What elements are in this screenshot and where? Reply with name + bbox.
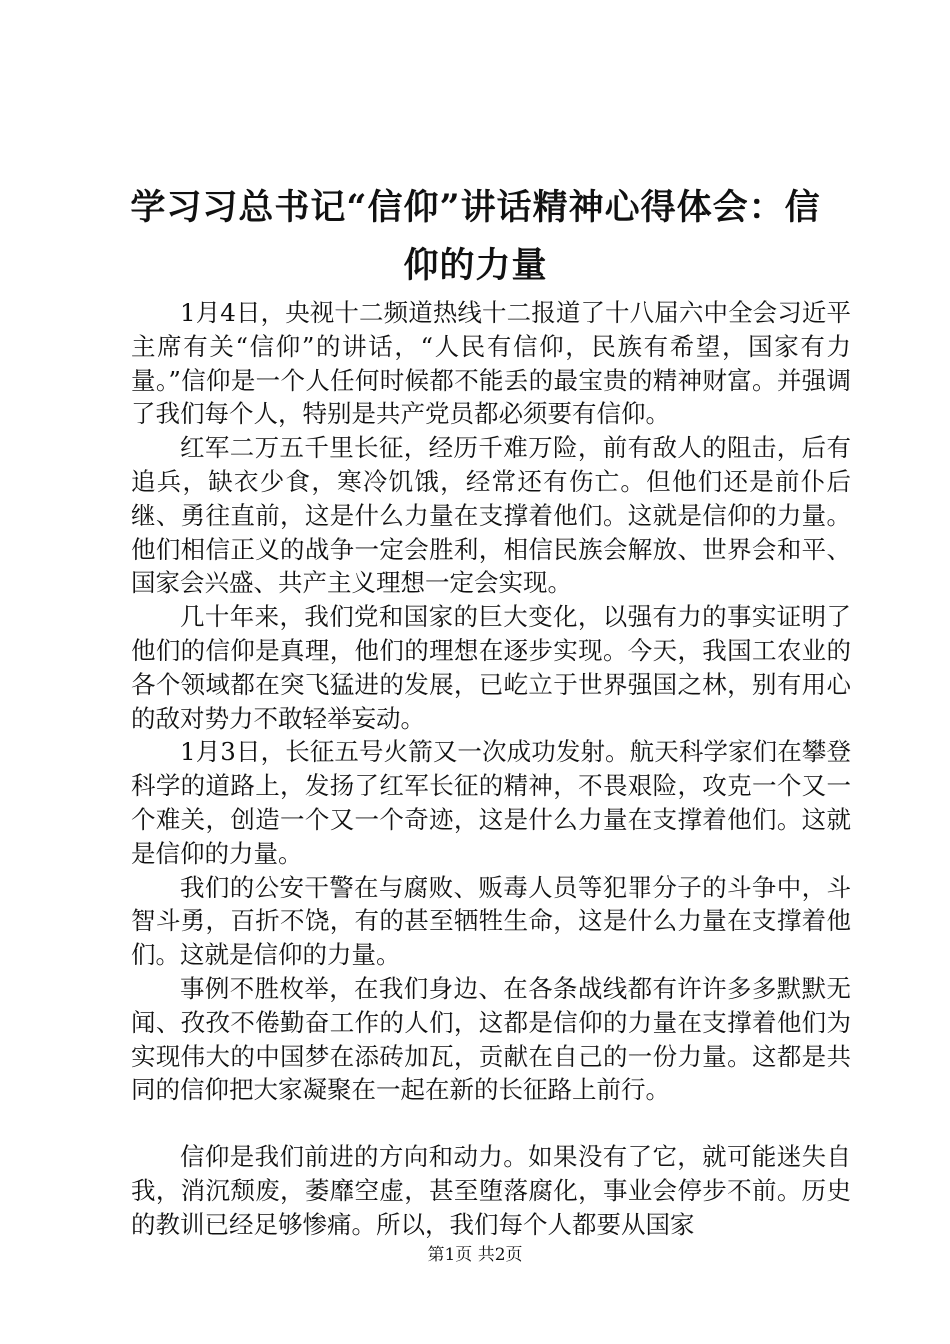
paragraph-4: 1月3日，长征五号火箭又一次成功发射。航天科学家们在攀登科学的道路上，发扬了红军长征的精神，不畏艰险，攻克一个又一个难关，创造一个又一个奇迹，这是什么力量在支撑着他们。这就是信仰的力量。 [131, 737, 851, 868]
page-indicator: 第1页 共2页 [427, 1245, 523, 1265]
paragraph-3: 几十年来，我们党和国家的巨大变化，以强有力的事实证明了他们的信仰是真理，他们的理想在逐步实现。今天，我国工农业的各个领域都在突飞猛进的发展，已屹立于世界强国之林，别有用心的敌对势力不敢轻举妄动。 [131, 602, 851, 733]
paragraph-6: 事例不胜枚举，在我们身边、在各条战线都有许许多多默默无闻、孜孜不倦勤奋工作的人们，这都是信仰的力量在支撑着他们为实现伟大的中国梦在添砖加瓦，贡献在自己的一份力量。这都是共同的信仰把大家凝聚在一起在新的长征路上前行。 [131, 973, 851, 1105]
paragraph-5: 我们的公安干警在与腐败、贩毒人员等犯罪分子的斗争中，斗智斗勇，百折不饶，有的甚至牺牲生命，这是什么力量在支撑着他们。这就是信仰的力量。 [131, 872, 851, 970]
page-footer [0, 1244, 950, 1266]
document-title: 学习习总书记“信仰”讲话精神心得体会：信仰的力量 [130, 187, 821, 287]
paragraph-7: 信仰是我们前进的方向和动力。如果没有了它，就可能迷失自我，消沉颓废，萎靡空虚，甚至堕落腐化，事业会停步不前。历史的教训已经足够惨痛。所以，我们每个人都要从国家 [131, 1142, 851, 1239]
document-body [131, 296, 851, 1242]
paragraph-2: 红军二万五千里长征，经历千难万险，前有敌人的阻击，后有追兵，缺衣少食，寒冷饥饿，经常还有伤亡。但他们还是前仆后继、勇往直前，这是什么力量在支撑着他们。这就是信仰的力量。他们相信正义的战争一定会胜利，相信民族会解放、世界会和平、国家会兴盛、共产主义理想一定会实现。 [131, 433, 851, 598]
paragraph-1: 1月4日，央视十二频道热线十二报道了十八届六中全会习近平主席有关“信仰”的讲话，“人民有信仰，民族有希望，国家有力量。”信仰是一个人任何时候都不能丢的最宝贵的精神财富。并强调了我们每个人，特别是共产党员都必须要有信仰。 [131, 298, 851, 429]
